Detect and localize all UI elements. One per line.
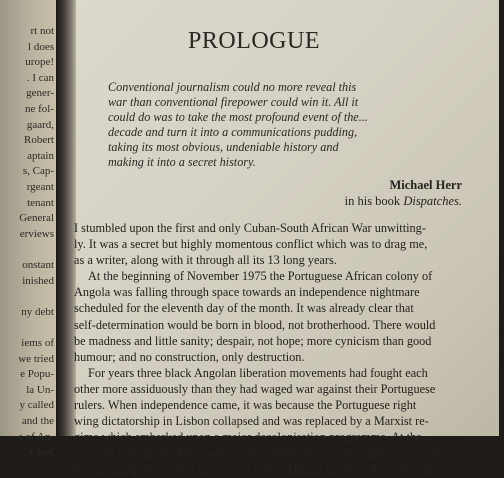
epigraph-line: taking its most obvious, undeniable history and (108, 140, 339, 154)
body-line: self-determination would be born in blood, not brotherhood. There would (74, 317, 436, 332)
body-line: humour; and no construction, only destruction. (74, 349, 305, 364)
left-page-line: gaard, (26, 118, 54, 131)
body-text (74, 220, 504, 478)
left-page-line: ny debt (21, 305, 54, 318)
left-page-line: tenant (27, 196, 54, 209)
left-page-line: Robert (24, 134, 54, 147)
body-line: rulers. When independence came, it was because the Portuguese right (74, 398, 417, 413)
body-line: scheduled for the eleventh day of the month. It was already clear that (74, 301, 414, 316)
epigraph-line: Conventional journalism could no more reveal this (108, 80, 357, 94)
left-page-line: iems of (21, 337, 54, 349)
left-page-line: General (19, 212, 54, 225)
right-page (74, 0, 499, 477)
epigraph-line: making it into a secret history. (108, 155, 256, 169)
body-line: At the beginning of November 1975 the Portuguese African colony of (88, 269, 433, 284)
left-page-line: s, Cap- (22, 165, 54, 178)
left-page-line: gener- (26, 87, 54, 100)
left-page-line: urope! (25, 56, 54, 69)
body-line: it was losing the conflict in its other major African territory, Mozambique. (74, 462, 439, 477)
epigraph-line: could do was to take the most profound event of the... (108, 110, 368, 124)
left-page-line: l does (28, 40, 54, 53)
left-page-line: aptain (27, 149, 54, 162)
epigraph-line: decade and turn it into a communications pudding, (108, 125, 358, 139)
body-line: as a writer, along with it through all its 13 long years. (74, 253, 337, 268)
epigraph-line: war than conventional firepower could win it. All it (108, 95, 359, 109)
epigraph-source-prefix: in his book (344, 194, 404, 208)
left-page-line: rgeant (26, 181, 54, 193)
body-line: wing dictatorship in Lisbon collapsed and was replaced by a Marxist re- (74, 414, 429, 429)
left-page-line: inished (22, 274, 54, 287)
body-line: gime which embarked upon a major decolonisation programme. At the (74, 430, 422, 445)
epigraph (108, 80, 453, 170)
left-page-line: erviews (19, 227, 54, 240)
left-page-line: y leaf (29, 446, 54, 459)
left-page-line: onstant (22, 259, 54, 271)
body-line: I stumbled upon the first and only Cuban-South African War unwitting- (74, 221, 426, 235)
chapter-heading: PROLOGUE (188, 28, 321, 54)
body-line: be madness and little sanity; despair, not hope; more cynicism than good (74, 333, 432, 348)
epigraph-source (252, 194, 462, 209)
book-gutter (56, 0, 76, 436)
body-line: Angola was falling through space towards an independence nightmare (74, 285, 420, 300)
epigraph-source-title: Dispatches. (403, 194, 462, 208)
epigraph-author: Michael Herr (389, 178, 462, 192)
body-line: other more assiduously than they had waged war against their Portuguese (74, 381, 436, 396)
left-page-line: e Popu- (20, 368, 54, 381)
left-page-line: and the (21, 415, 54, 427)
left-page-line: la Un- (26, 383, 54, 396)
left-page-line: . I can (26, 71, 54, 84)
left-page-line: we tried (18, 352, 54, 365)
left-page-line: y called (19, 399, 54, 412)
left-page-line: ne fol- (24, 103, 54, 115)
left-page-edge (0, 0, 56, 459)
body-line: time the Portuguese Army was easily winning the war in Angola, although (74, 446, 441, 461)
left-page-line: rt not (30, 25, 54, 37)
body-line: For years three black Angolan liberation movements had fought each (88, 365, 428, 380)
body-line: ly. It was a secret but highly momentous conflict which was to drag me, (74, 237, 428, 252)
left-page-line: s of An- (18, 430, 54, 443)
